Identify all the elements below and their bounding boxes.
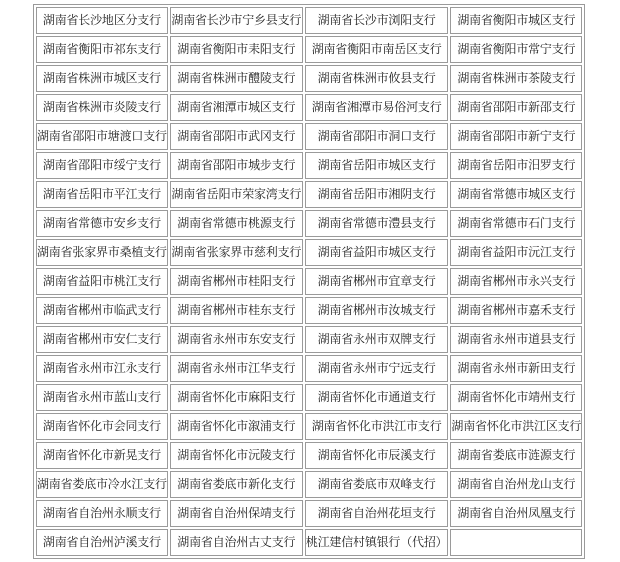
table-row xyxy=(36,210,582,237)
branch-cell: 湖南省益阳市沅江支行 xyxy=(450,239,582,266)
table-row xyxy=(36,500,582,527)
table-row xyxy=(36,239,582,266)
branch-cell: 湖南省邵阳市洞口支行 xyxy=(305,123,449,150)
branch-cell: 湖南省永州市江华支行 xyxy=(170,355,303,382)
branch-cell: 湖南省岳阳市湘阴支行 xyxy=(305,181,449,208)
table-row xyxy=(36,413,582,440)
branch-cell: 湖南省郴州市宜章支行 xyxy=(305,268,449,295)
branch-cell: 湖南省张家界市慈利支行 xyxy=(170,239,303,266)
branch-cell: 湖南省怀化市辰溪支行 xyxy=(305,442,449,469)
branch-cell: 湖南省自治州花垣支行 xyxy=(305,500,449,527)
table-row xyxy=(36,326,582,353)
branch-cell: 湖南省怀化市会同支行 xyxy=(36,413,168,440)
branch-table xyxy=(33,4,585,559)
branch-cell: 湖南省永州市宁远支行 xyxy=(305,355,449,382)
table-row xyxy=(36,471,582,498)
branch-cell: 湖南省自治州保靖支行 xyxy=(170,500,303,527)
table-row xyxy=(36,355,582,382)
branch-cell: 湖南省自治州永顺支行 xyxy=(36,500,168,527)
branch-cell: 湖南省娄底市涟源支行 xyxy=(450,442,582,469)
branch-cell: 湖南省邵阳市新宁支行 xyxy=(450,123,582,150)
branch-cell: 湖南省娄底市新化支行 xyxy=(170,471,303,498)
branch-cell: 湖南省邵阳市新邵支行 xyxy=(450,94,582,121)
branch-cell: 湖南省怀化市洪江区支行 xyxy=(450,413,582,440)
branch-cell: 湖南省邵阳市武冈支行 xyxy=(170,123,303,150)
branch-cell: 湖南省株洲市炎陵支行 xyxy=(36,94,168,121)
table-row xyxy=(36,529,582,556)
branch-cell: 湖南省湘潭市城区支行 xyxy=(170,94,303,121)
branch-list xyxy=(33,4,585,559)
branch-cell: 湖南省郴州市桂东支行 xyxy=(170,297,303,324)
branch-cell: 湖南省自治州凤凰支行 xyxy=(450,500,582,527)
branch-cell: 湖南省常德市安乡支行 xyxy=(36,210,168,237)
branch-cell: 湖南省衡阳市祁东支行 xyxy=(36,36,168,63)
branch-cell: 湖南省自治州龙山支行 xyxy=(450,471,582,498)
branch-cell: 湖南省株洲市茶陵支行 xyxy=(450,65,582,92)
branch-cell: 湖南省郴州市嘉禾支行 xyxy=(450,297,582,324)
branch-cell: 湖南省自治州泸溪支行 xyxy=(36,529,168,556)
branch-cell: 湖南省自治州古丈支行 xyxy=(170,529,303,556)
branch-cell: 湖南省长沙地区分支行 xyxy=(36,7,168,34)
branch-cell: 湖南省娄底市冷水江支行 xyxy=(36,471,168,498)
branch-cell: 湖南省邵阳市城步支行 xyxy=(170,152,303,179)
branch-cell: 湖南省邵阳市塘渡口支行 xyxy=(36,123,168,150)
branch-cell: 湖南省永州市东安支行 xyxy=(170,326,303,353)
branch-cell: 湖南省常德市桃源支行 xyxy=(170,210,303,237)
branch-cell: 湖南省郴州市桂阳支行 xyxy=(170,268,303,295)
branch-cell: 湖南省岳阳市汨罗支行 xyxy=(450,152,582,179)
branch-cell: 湖南省衡阳市耒阳支行 xyxy=(170,36,303,63)
branch-cell: 湖南省张家界市桑植支行 xyxy=(36,239,168,266)
table-row xyxy=(36,65,582,92)
branch-cell: 湖南省怀化市通道支行 xyxy=(305,384,449,411)
branch-cell: 湖南省怀化市洪江市支行 xyxy=(305,413,449,440)
branch-cell: 湖南省益阳市桃江支行 xyxy=(36,268,168,295)
branch-cell: 湖南省永州市蓝山支行 xyxy=(36,384,168,411)
branch-cell: 湖南省郴州市永兴支行 xyxy=(450,268,582,295)
branch-cell: 湖南省岳阳市城区支行 xyxy=(305,152,449,179)
branch-cell: 湖南省株洲市醴陵支行 xyxy=(170,65,303,92)
branch-cell: 湖南省郴州市安仁支行 xyxy=(36,326,168,353)
branch-cell: 湖南省岳阳市平江支行 xyxy=(36,181,168,208)
table-row xyxy=(36,442,582,469)
table-row xyxy=(36,7,582,34)
table-row xyxy=(36,152,582,179)
branch-cell: 湖南省常德市澧县支行 xyxy=(305,210,449,237)
branch-table-body xyxy=(36,7,582,556)
branch-cell: 湖南省益阳市城区支行 xyxy=(305,239,449,266)
table-row xyxy=(36,181,582,208)
table-row xyxy=(36,36,582,63)
branch-cell: 湖南省永州市新田支行 xyxy=(450,355,582,382)
branch-cell: 桃江建信村镇银行（代招） xyxy=(305,529,449,556)
table-row xyxy=(36,268,582,295)
branch-cell: 湖南省怀化市溆浦支行 xyxy=(170,413,303,440)
table-row xyxy=(36,384,582,411)
branch-cell: 湖南省衡阳市常宁支行 xyxy=(450,36,582,63)
branch-cell: 湖南省怀化市沅陵支行 xyxy=(170,442,303,469)
branch-cell: 湖南省怀化市新晃支行 xyxy=(36,442,168,469)
branch-cell: 湖南省怀化市靖州支行 xyxy=(450,384,582,411)
branch-cell: 湖南省长沙市宁乡县支行 xyxy=(170,7,303,34)
branch-cell: 湖南省岳阳市荣家湾支行 xyxy=(170,181,303,208)
branch-cell: 湖南省湘潭市易俗河支行 xyxy=(305,94,449,121)
branch-cell: 湖南省衡阳市南岳区支行 xyxy=(305,36,449,63)
branch-cell: 湖南省永州市道县支行 xyxy=(450,326,582,353)
table-row xyxy=(36,123,582,150)
branch-cell: 湖南省郴州市临武支行 xyxy=(36,297,168,324)
table-row xyxy=(36,94,582,121)
branch-cell: 湖南省娄底市双峰支行 xyxy=(305,471,449,498)
branch-cell: 湖南省邵阳市绥宁支行 xyxy=(36,152,168,179)
branch-cell: 湖南省怀化市麻阳支行 xyxy=(170,384,303,411)
empty-cell xyxy=(450,529,582,556)
branch-cell: 湖南省衡阳市城区支行 xyxy=(450,7,582,34)
table-row xyxy=(36,297,582,324)
branch-cell: 湖南省永州市江永支行 xyxy=(36,355,168,382)
branch-cell: 湖南省常德市城区支行 xyxy=(450,181,582,208)
branch-cell: 湖南省长沙市浏阳支行 xyxy=(305,7,449,34)
branch-cell: 湖南省株洲市城区支行 xyxy=(36,65,168,92)
branch-cell: 湖南省常德市石门支行 xyxy=(450,210,582,237)
branch-cell: 湖南省郴州市汝城支行 xyxy=(305,297,449,324)
branch-cell: 湖南省株洲市攸县支行 xyxy=(305,65,449,92)
branch-cell: 湖南省永州市双牌支行 xyxy=(305,326,449,353)
